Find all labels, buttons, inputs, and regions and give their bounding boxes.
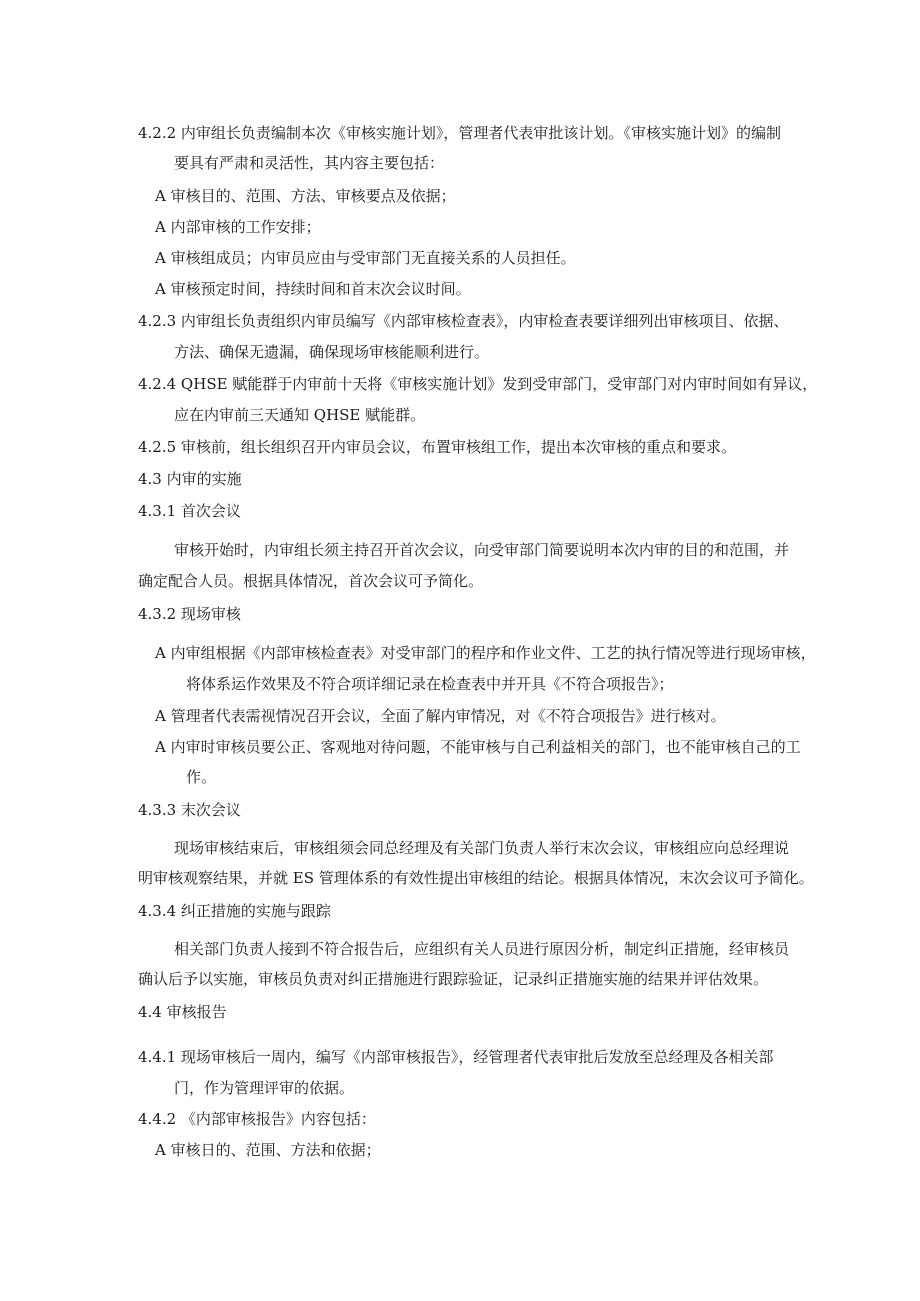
clause-4-4-2: 4.4.2 《内部审核报告》内容包括： bbox=[138, 1110, 376, 1128]
clause-4-2-3: 4.2.3 内审组长负责组织内审员编写《内部审核检查表》，内审检查表要详细列出审核项目、依据、 bbox=[138, 312, 789, 330]
section-heading-4-4: 4.4 审核报告 bbox=[138, 1003, 227, 1021]
list-item: A 审核预定时间，持续时间和首末次会议时间。 bbox=[155, 280, 471, 298]
list-item: A 管理者代表需视情况召开会议，全面了解内审情况，对《不符合项报告》进行核对。 bbox=[155, 707, 726, 725]
paragraph: 审核开始时，内审组长须主持召开首次会议，向受审部门简要说明本次内审的目的和范围，并 bbox=[174, 541, 790, 559]
list-item: A 内审组根据《内部审核检查表》对受审部门的程序和作业文件、工艺的执行情况等进行现场审核， bbox=[155, 644, 816, 662]
clause-4-2-3-cont: 方法、确保无遗漏，确保现场审核能顺利进行。 bbox=[174, 343, 490, 361]
list-item: A 审核日的、范围、方法和依据； bbox=[155, 1141, 381, 1159]
list-item: A 审核组成员；内审员应由与受审部门无直接关系的人员担任。 bbox=[155, 249, 576, 267]
paragraph-cont: 确认后予以实施，审核员负责对纠正措施进行跟踪验证，记录纠正措施实施的结果并评估效果。 bbox=[138, 970, 769, 988]
clause-4-2-5: 4.2.5 审核前，组长组织召开内审员会议，布置审核组工作，提出本次审核的重点和要求。 bbox=[138, 438, 736, 456]
paragraph-cont: 确定配合人员。根据具体情况，首次会议可予简化。 bbox=[138, 572, 484, 590]
clause-4-2-4-cont: 应在内审前三天通知 QHSE 赋能群。 bbox=[174, 406, 426, 424]
clause-4-4-1-cont: 门，作为管理评审的依据。 bbox=[174, 1079, 355, 1097]
clause-4-4-1: 4.4.1 现场审核后一周内，编写《内部审核报告》，经管理者代表审批后发放至总经理及各相关部 bbox=[138, 1048, 774, 1066]
clause-4-2-2: 4.2.2 内审组长负责编制本次《审核实施计划》，管理者代表审批该计划。《审核实施计划》的编制 bbox=[138, 124, 781, 142]
clause-4-2-4: 4.2.4 QHSE 赋能群于内审前十天将《审核实施计划》发到受审部门，受审部门对内审时间如有异议， bbox=[138, 375, 818, 393]
section-heading-4-3-2: 4.3.2 现场审核 bbox=[138, 605, 241, 623]
section-heading-4-3-1: 4.3.1 首次会议 bbox=[138, 502, 241, 520]
paragraph: 相关部门负责人接到不符合报告后，应组织有关人员进行原因分析，制定纠正措施，经审核员 bbox=[174, 940, 790, 958]
section-heading-4-3-4: 4.3.4 纠正措施的实施与跟踪 bbox=[138, 902, 331, 920]
list-item: A 内部审核的工作安排； bbox=[155, 218, 321, 236]
paragraph: 现场审核结束后，审核组须会同总经理及有关部门负责人举行末次会议，审核组应向总经理说 bbox=[174, 839, 790, 857]
list-item: A 内审时审核员要公正、客观地对待问题，不能审核与自己利益相关的部门，也不能审核自己的工 bbox=[155, 738, 801, 756]
list-item: A 审核目的、范围、方法、审核要点及依据； bbox=[155, 187, 456, 205]
clause-4-2-2-cont: 要具有严肃和灵活性，其内容主要包括： bbox=[174, 154, 445, 172]
section-heading-4-3: 4.3 内审的实施 bbox=[138, 470, 242, 488]
list-item-cont: 作。 bbox=[186, 768, 217, 786]
section-heading-4-3-3: 4.3.3 末次会议 bbox=[138, 801, 241, 819]
paragraph-cont: 明审核观察结果，并就 ES 管理体系的有效性提出审核组的结论。根据具体情况，末次会议可予简化。 bbox=[138, 869, 814, 887]
list-item-cont: 将体系运作效果及不符合项详细记录在检查表中并开具《不符合项报告》； bbox=[186, 675, 674, 693]
